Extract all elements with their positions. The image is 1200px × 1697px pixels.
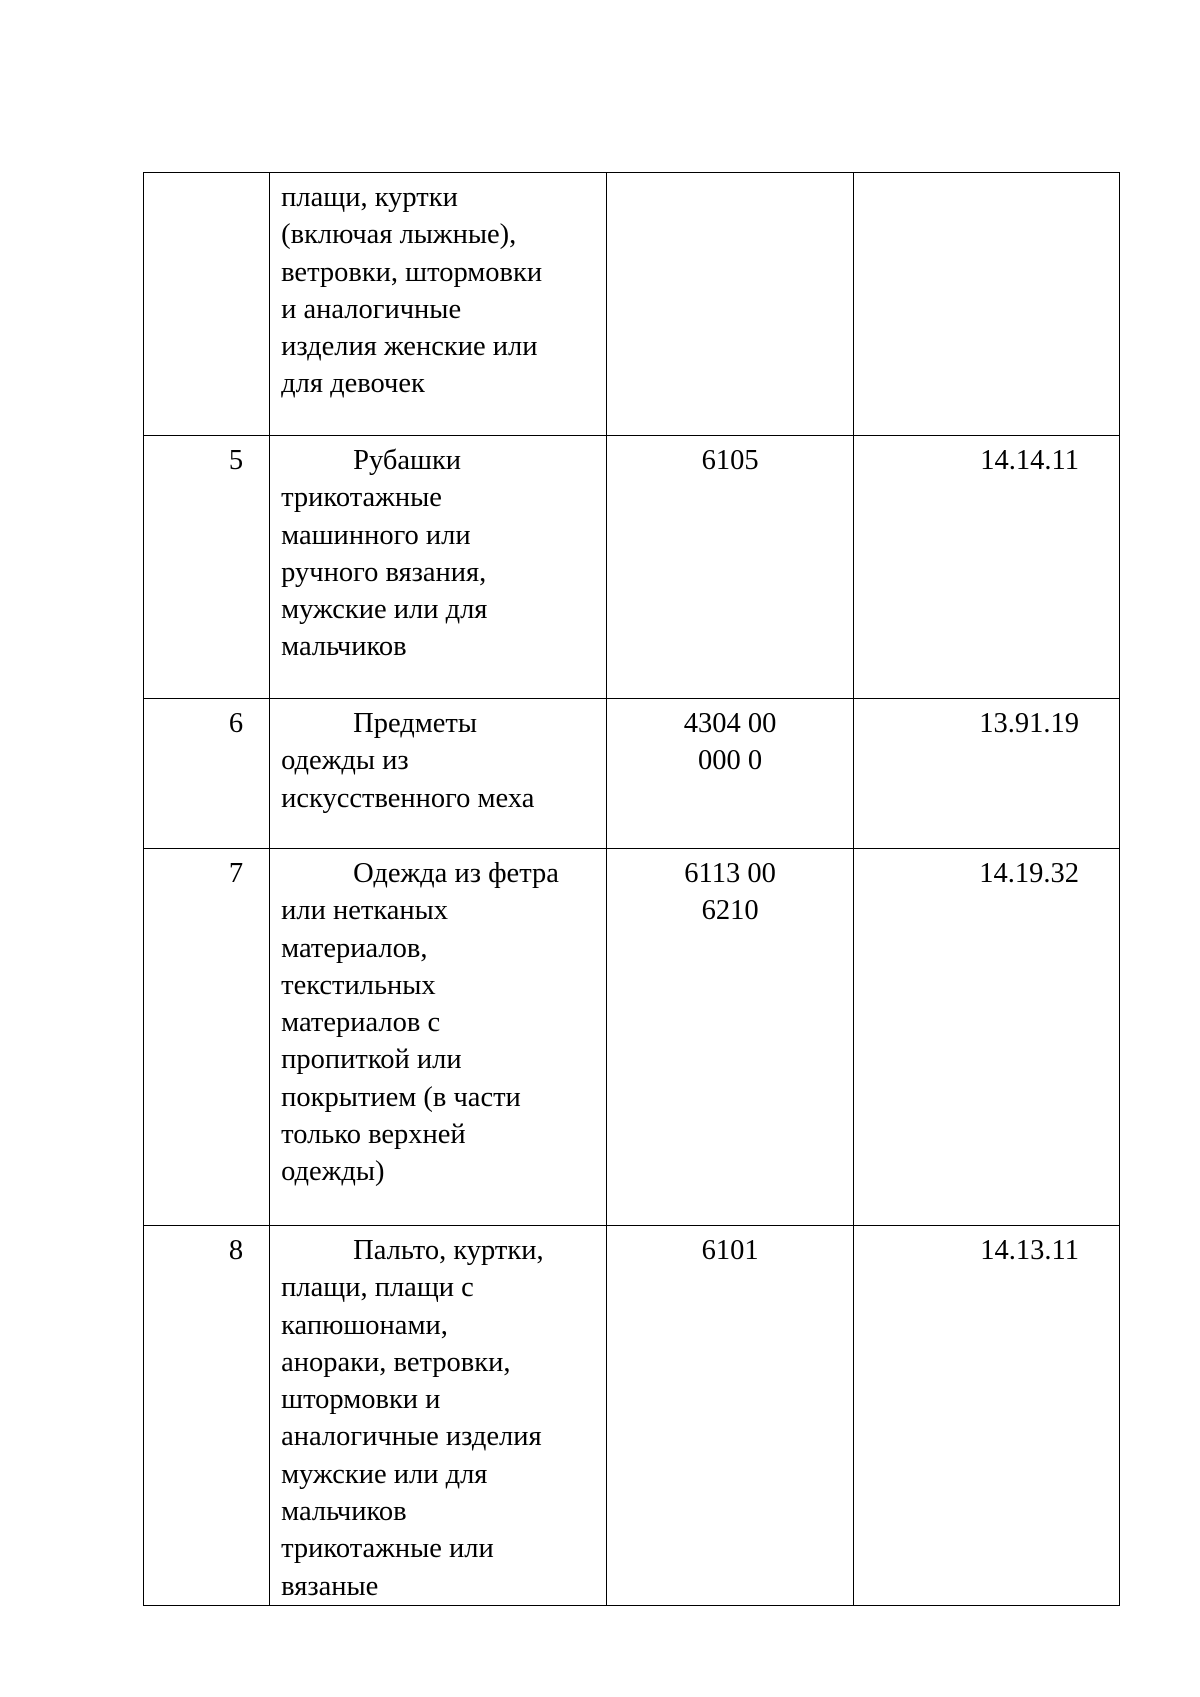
product-name-line: Пальто, куртки, (353, 1235, 544, 1266)
tnved-code-cell (607, 436, 853, 699)
tnved-code-line: 6210 (701, 895, 759, 927)
row-number (144, 173, 269, 179)
row-number-cell (144, 849, 270, 1226)
table-row (144, 849, 1120, 1226)
okpd2-code: 13.91.19 (979, 708, 1079, 739)
row-number-cell (144, 436, 270, 699)
product-name-line: Одежда из фетра (353, 858, 559, 889)
tnved-code-line: 4304 00 (683, 708, 777, 739)
product-name-line: материалов, (281, 932, 428, 964)
tnved-code-cell (607, 173, 853, 436)
row-number-cell (144, 1226, 270, 1606)
product-name-line: мужские или для (281, 594, 488, 626)
product-name-line: мальчиков (281, 1496, 407, 1528)
product-name-line: пропиткой или (281, 1044, 462, 1076)
okpd2-code-cell (853, 436, 1119, 699)
tnved-code-cell (607, 1226, 853, 1606)
product-name-line: аналогичные изделия (281, 1421, 542, 1453)
okpd2-code-cell (853, 1226, 1119, 1606)
product-name-line: трикотажные или (281, 1533, 494, 1565)
tnved-code-line: 6113 00 (684, 858, 776, 889)
product-name-line: материалов с (281, 1007, 441, 1039)
okpd2-code-cell (853, 173, 1119, 436)
product-name-cell (270, 699, 607, 849)
product-name-line: Рубашки (353, 445, 462, 476)
table-row (144, 1226, 1120, 1606)
product-name-cell (270, 849, 607, 1226)
product-name-line: капюшонами, (281, 1309, 448, 1341)
tnved-code-line: 6105 (701, 445, 759, 476)
product-name-line: изделия женские или (281, 331, 538, 363)
product-name-line: плащи, куртки (281, 182, 458, 213)
okpd2-code (854, 173, 1119, 179)
product-name-line: или нетканых (281, 895, 449, 927)
table-row (144, 173, 1120, 436)
product-name-cell (270, 1226, 607, 1606)
products-table (143, 172, 1120, 1606)
product-name-line: машинного или (281, 519, 471, 551)
row-number-cell (144, 173, 270, 436)
tnved-code-line: 000 0 (698, 745, 763, 777)
product-name-cell (270, 436, 607, 699)
tnved-code-cell (607, 699, 853, 849)
product-name-line: трикотажные (281, 482, 442, 514)
product-name-line: одежды) (281, 1156, 385, 1188)
product-name-line: и аналогичные (281, 293, 462, 325)
okpd2-code-cell (853, 699, 1119, 849)
product-name-line: (включая лыжные), (281, 219, 517, 251)
product-name-line: Предметы (353, 708, 478, 739)
product-name-line: мужские или для (281, 1458, 488, 1490)
product-name-line: только верхней (281, 1119, 466, 1151)
product-name-line: плащи, плащи с (281, 1272, 474, 1304)
tnved-code-cell (607, 849, 853, 1226)
product-name-line: покрытием (в части (281, 1081, 521, 1113)
tnved-code-line: 6101 (701, 1235, 759, 1266)
product-name-cell (270, 173, 607, 436)
okpd2-code: 14.19.32 (979, 858, 1079, 889)
product-name-line: анораки, ветровки, (281, 1346, 511, 1378)
product-name-line: искусственного меха (281, 782, 535, 814)
product-name-line: мальчиков (281, 631, 407, 663)
product-name-line: для девочек (281, 368, 425, 400)
row-number: 7 (228, 858, 244, 889)
table-row (144, 699, 1120, 849)
row-number: 8 (228, 1235, 244, 1266)
row-number-cell (144, 699, 270, 849)
okpd2-code: 14.14.11 (980, 445, 1079, 476)
product-name-line: ручного вязания, (281, 556, 487, 588)
row-number: 6 (228, 708, 244, 739)
okpd2-code: 14.13.11 (980, 1235, 1079, 1266)
okpd2-code-cell (853, 849, 1119, 1226)
product-name-line: одежды из (281, 745, 409, 777)
row-number: 5 (228, 445, 244, 476)
product-name-line: вязаные (281, 1570, 379, 1602)
product-name-line: текстильных (281, 969, 436, 1001)
table-row (144, 436, 1120, 699)
product-name-line: штормовки и (281, 1384, 441, 1416)
product-name-line: ветровки, штормовки (281, 256, 543, 288)
